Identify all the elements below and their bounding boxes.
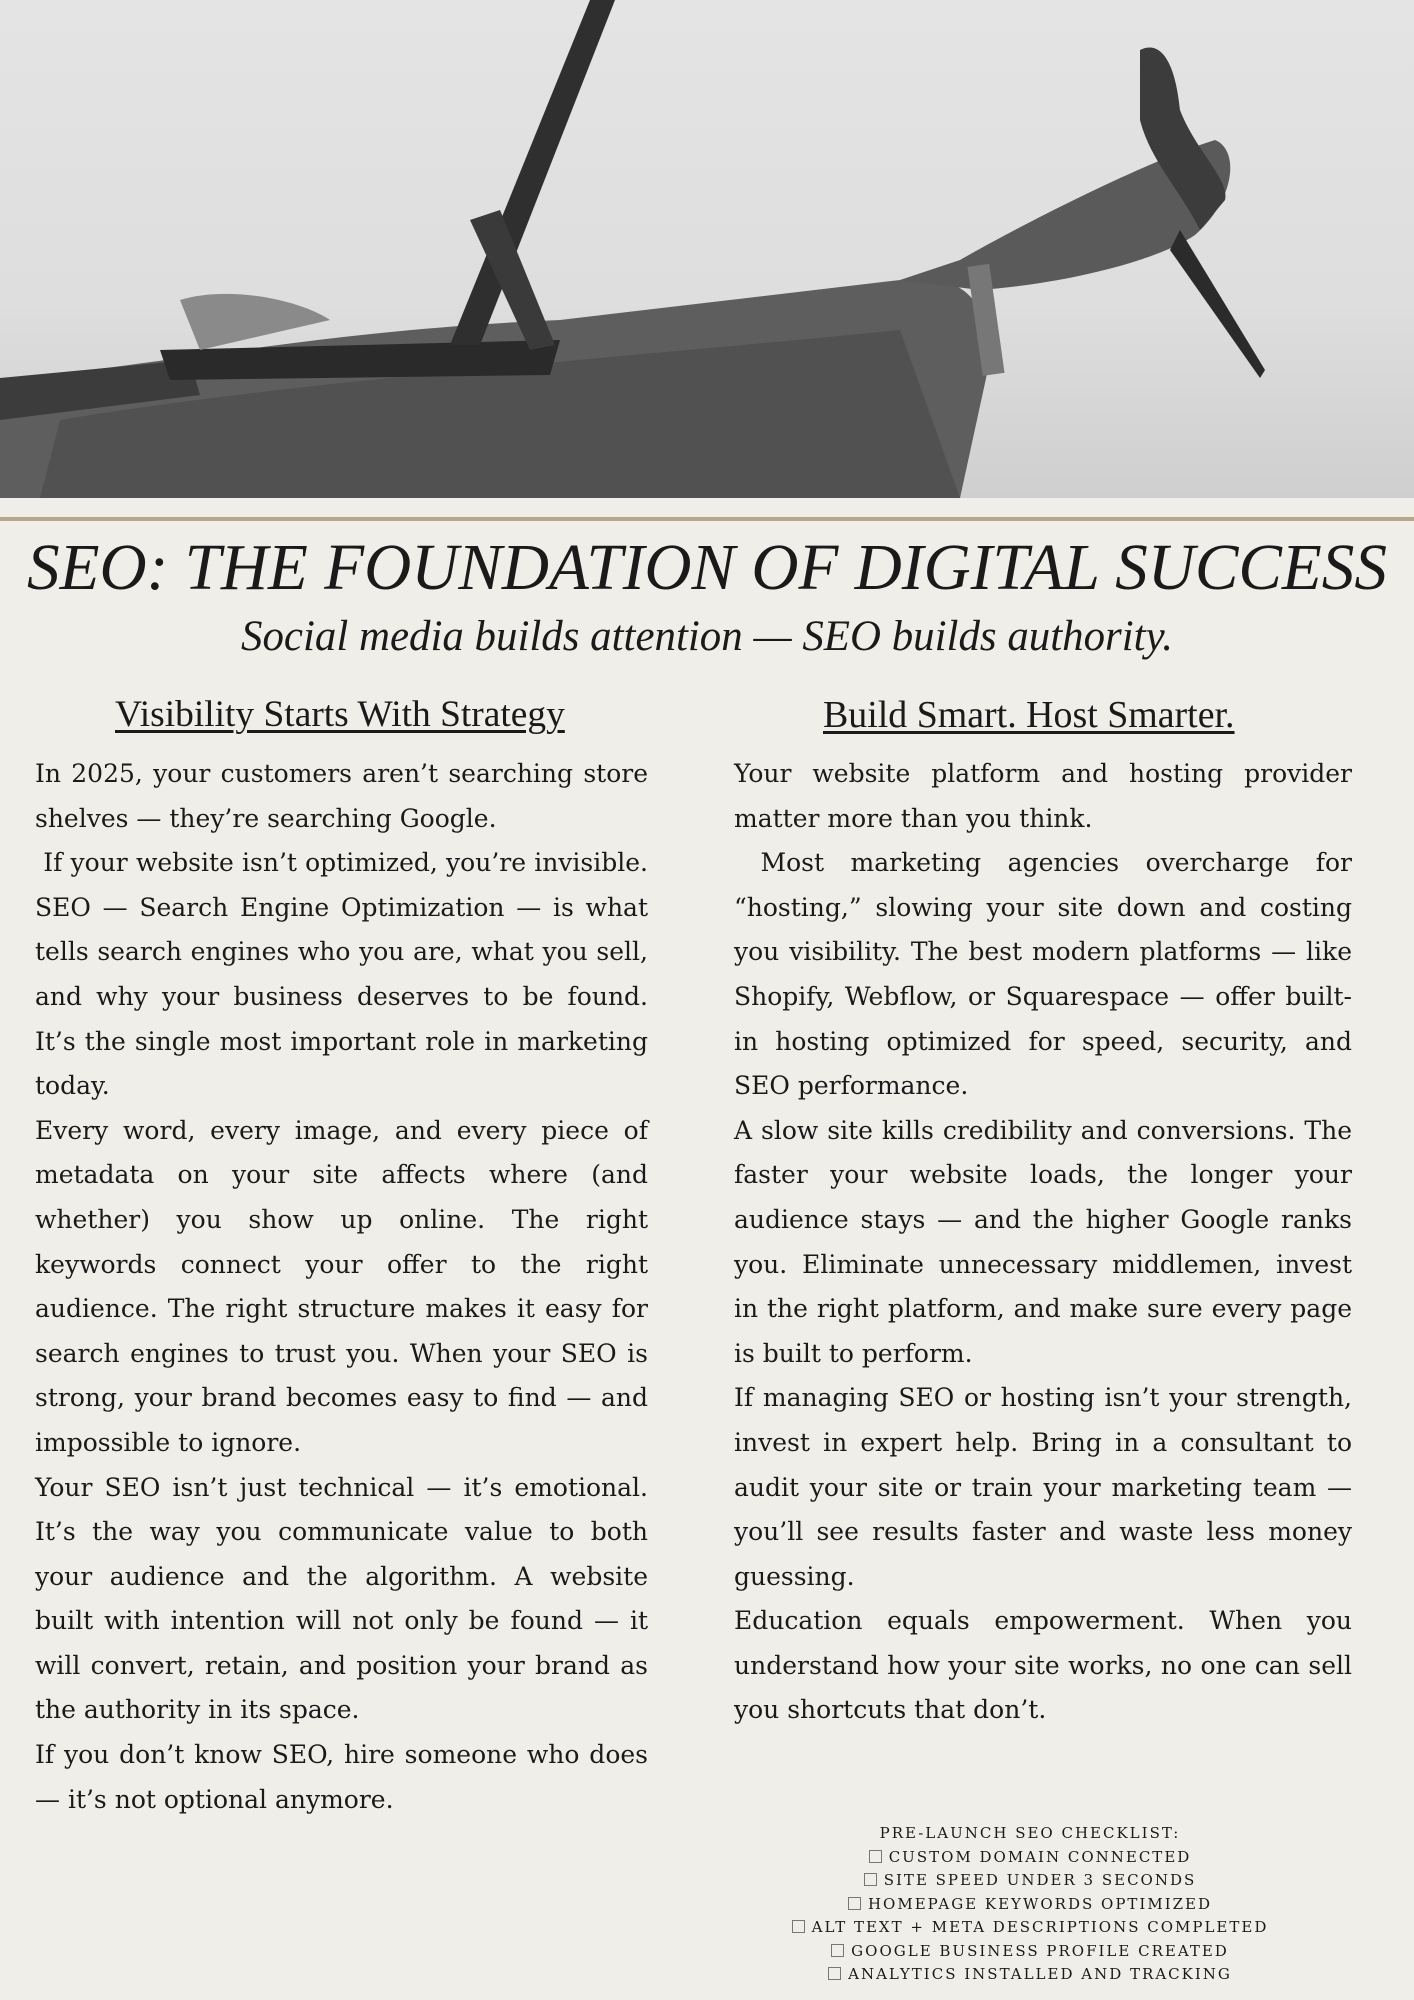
right-heading	[823, 690, 1235, 740]
checklist-item-label: HOMEPAGE KEYWORDS OPTIMIZED	[867, 1894, 1213, 1913]
paragraph: Most marketing agencies overcharge for “hosting,” slowing your site down and costing you visibility. The best modern platforms — like Shopify, Webflow, or Squarespace — offer built-in hosting optimized for speed, security, and SEO performance.	[734, 848, 1360, 1101]
paragraph: If your website isn’t optimized, you’re invisible. SEO — Search Engine Optimization — is what tells search engines who you are, what you sell, and why your business deserves to be found. It’s the single most important role in marketing today.	[35, 848, 656, 1101]
page-subtitle-text: Social media builds attention — SEO builds authority.	[241, 613, 1173, 660]
checkbox-icon[interactable]	[831, 1944, 844, 1957]
paragraph: Education equals empowerment. When you understand how your site works, no one can sell you shortcuts that don’t.	[734, 1606, 1352, 1725]
right-column	[734, 752, 1360, 1733]
checklist-item-label: ANALYTICS INSTALLED AND TRACKING	[848, 1965, 1232, 1983]
right-heading-text: Build Smart. Host Smarter.	[823, 694, 1235, 736]
checklist-title: PRE-LAUNCH SEO CHECKLIST:	[879, 1824, 1181, 1842]
checklist-item-label: CUSTOM DOMAIN CONNECTED	[888, 1847, 1192, 1866]
paragraph: Your website platform and hosting provider matter more than you think.	[734, 759, 1352, 833]
paragraph: Your SEO isn’t just technical — it’s emotional. It’s the way you communicate value to both your audience and the algorithm. A website built with intention will not only be found — it will convert, retain, and position your brand as the authority in its space.	[35, 1472, 648, 1725]
checkbox-icon[interactable]	[828, 1967, 841, 1980]
checklist-item-label: ALT TEXT + META DESCRIPTIONS COMPLETED	[811, 1918, 1269, 1936]
paragraph: Every word, every image, and every piece of metadata on your site affects where (and whether) you show up online. The right keywords connect your offer to the right audience. The right structure makes it easy for search engines to trust you. When your SEO is strong, your brand becomes easy to find — and impossible to ignore.	[35, 1115, 648, 1457]
paragraph: A slow site kills credibility and conversions. The faster your website loads, the longer your audience stays — and the higher Google ranks you. Eliminate unnecessary middlemen, invest in the right platform, and make sure every page is built to perform.	[734, 1115, 1352, 1368]
checklist-item-label: SITE SPEED UNDER 3 SECONDS	[883, 1871, 1197, 1889]
left-column	[35, 752, 656, 1822]
checkbox-icon[interactable]	[869, 1850, 882, 1863]
seo-checklist	[760, 1822, 1300, 1987]
checklist-item	[760, 1846, 1300, 1870]
left-heading	[115, 690, 565, 740]
checklist-item	[760, 1869, 1300, 1893]
left-heading-text: Visibility Starts With Strategy	[115, 694, 565, 735]
paragraph: If you don’t know SEO, hire someone who does — it’s not optional anymore.	[35, 1740, 648, 1814]
checkbox-icon[interactable]	[792, 1920, 805, 1933]
paragraph: If managing SEO or hosting isn’t your strength, invest in expert help. Bring in a consultant to audit your site or train your marketing team — you’ll see results faster and waste less money guessing.	[734, 1383, 1352, 1591]
page-title-text: SEO: THE FOUNDATION OF DIGITAL SUCCESS	[27, 532, 1387, 604]
page-subtitle	[0, 612, 1414, 662]
checklist-item	[760, 1940, 1300, 1964]
hero-photo	[0, 0, 1414, 498]
checklist-item	[760, 1916, 1300, 1940]
paragraph: In 2025, your customers aren’t searching store shelves — they’re searching Google.	[35, 759, 648, 833]
checklist-item	[760, 1963, 1300, 1987]
divider-rule	[0, 517, 1414, 521]
checklist-item-label: GOOGLE BUSINESS PROFILE CREATED	[851, 1941, 1229, 1960]
laptop-and-heel-illustration	[0, 0, 1414, 498]
page-title	[0, 528, 1414, 608]
checkbox-icon[interactable]	[864, 1873, 877, 1886]
checklist-item	[760, 1893, 1300, 1917]
checkbox-icon[interactable]	[848, 1897, 861, 1910]
